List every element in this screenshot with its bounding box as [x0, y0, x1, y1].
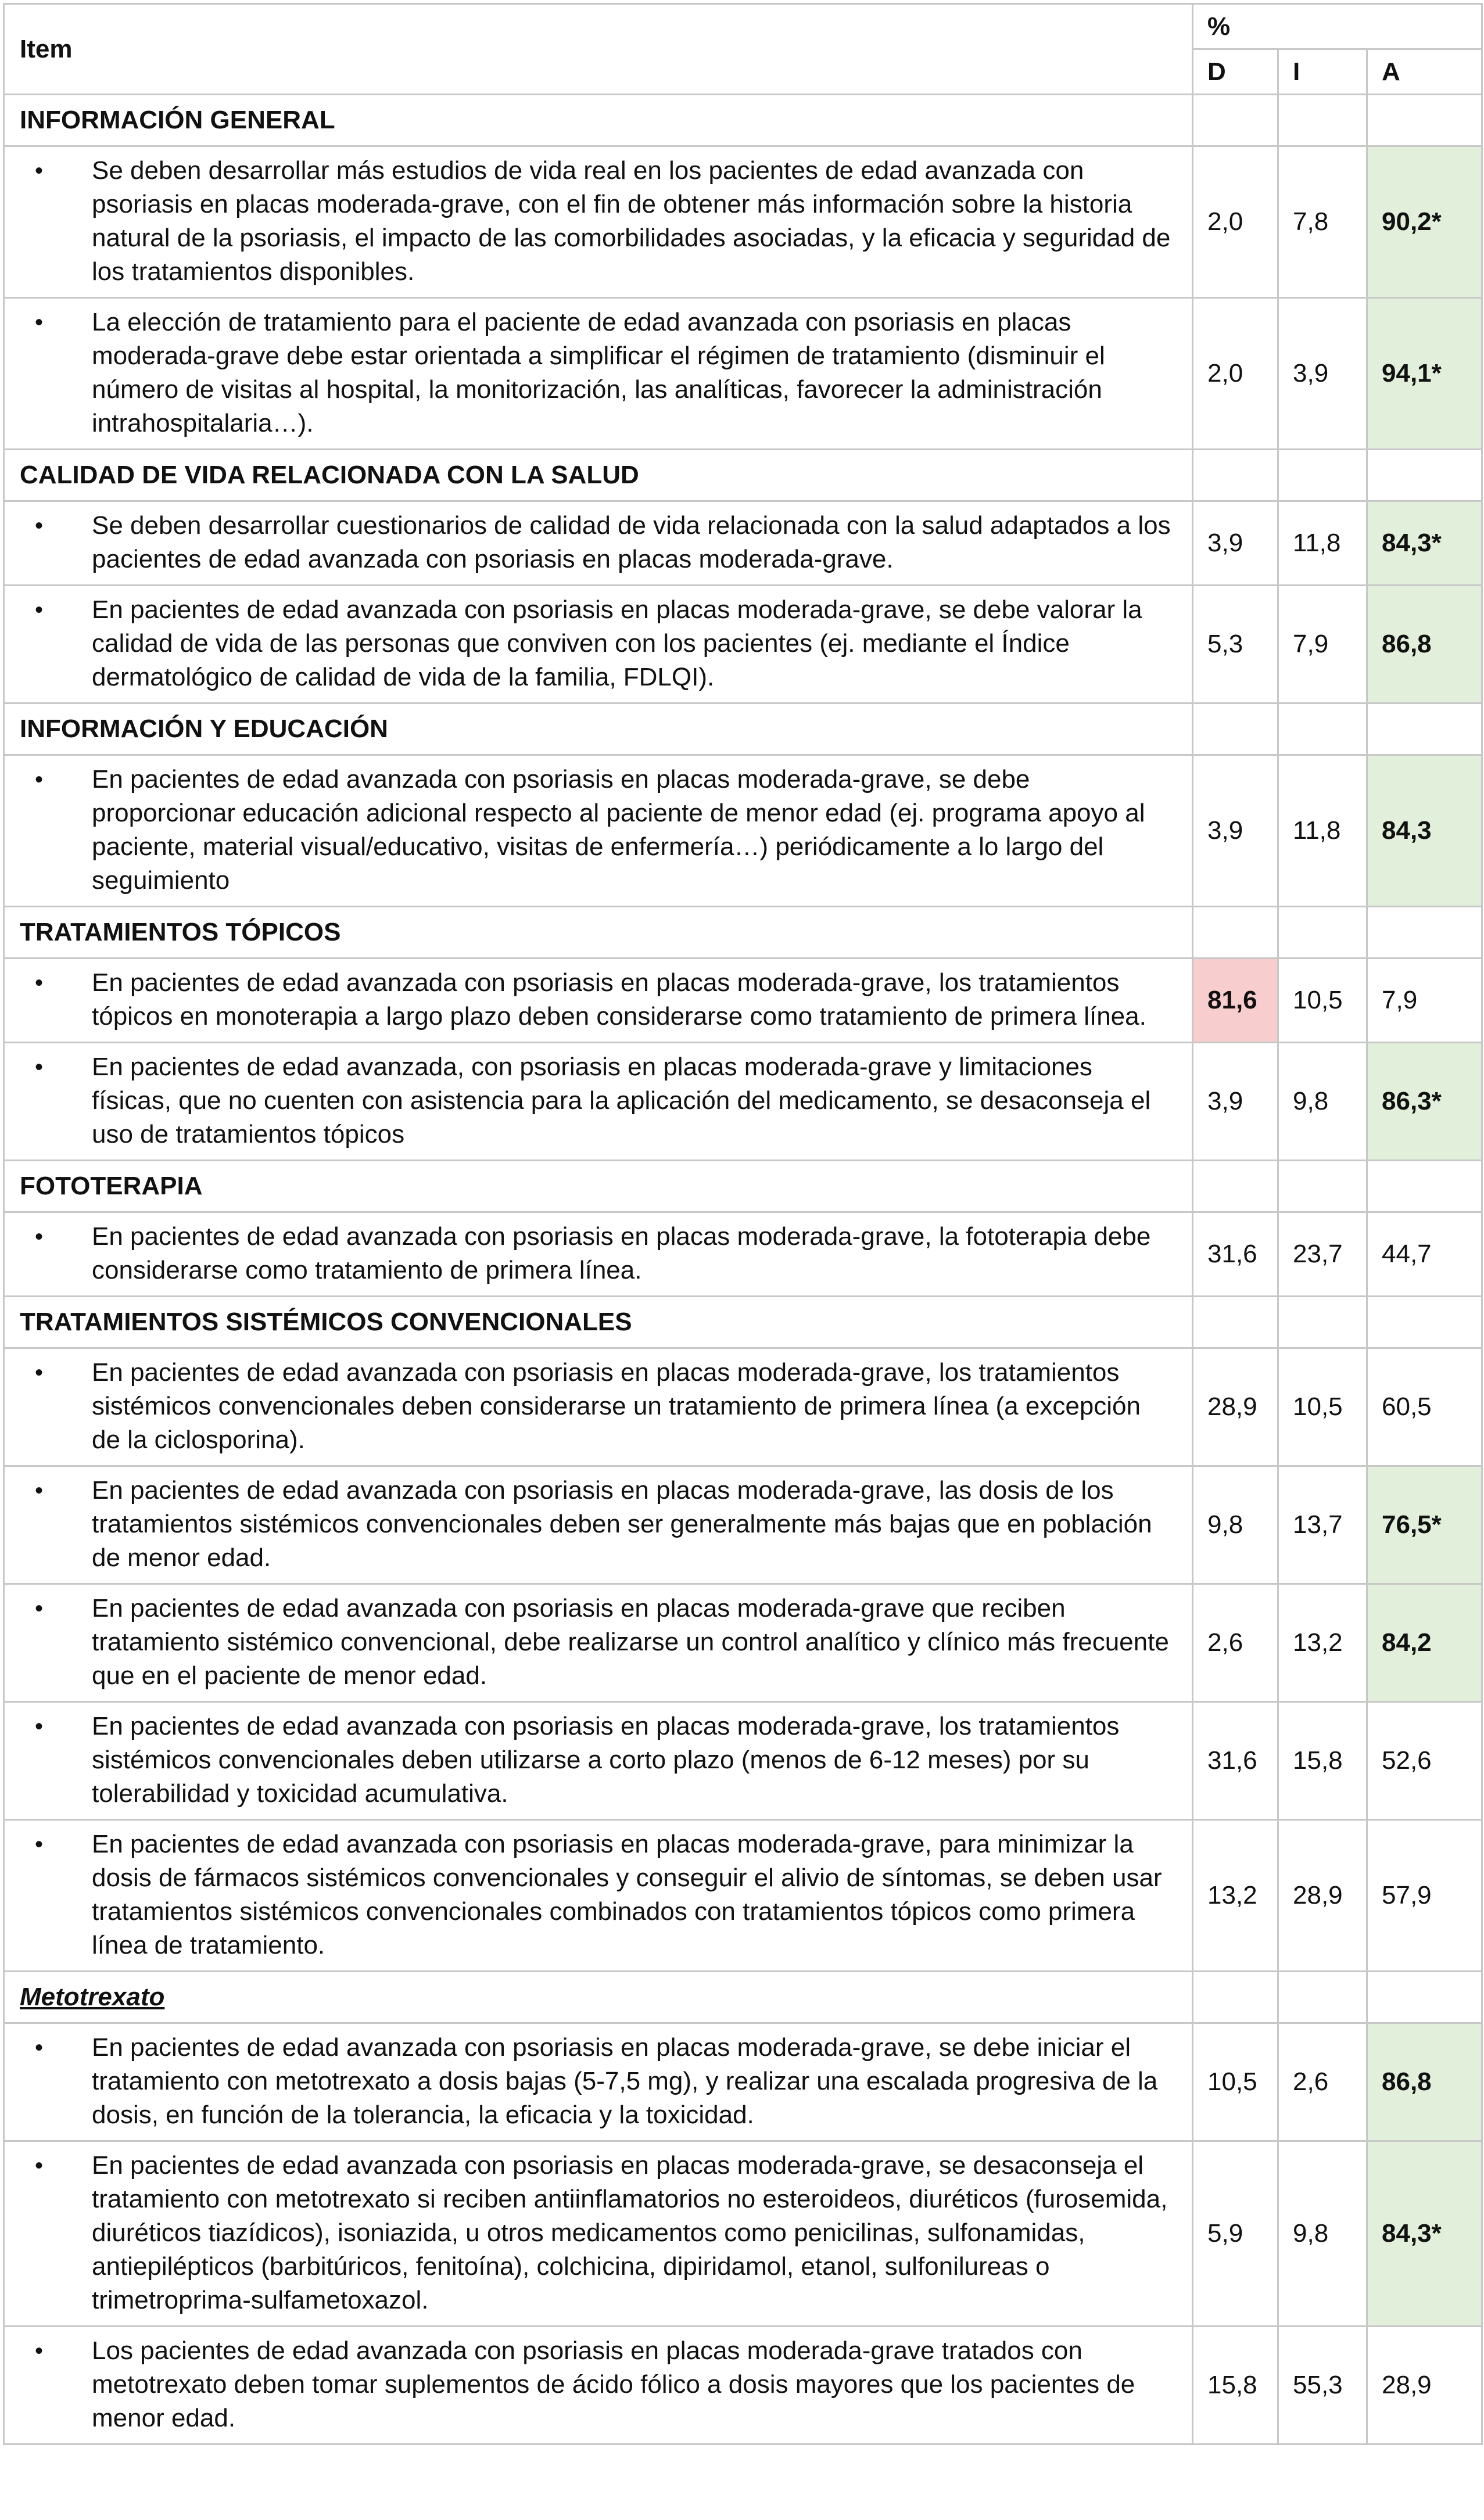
empty-cell [1193, 1297, 1278, 1348]
table-row [4, 1820, 1482, 1972]
item-text: En pacientes de edad avanzada con psoriasis en placas moderada-grave, las dosis de los tratamientos sistémicos convencionales deben ser generalmente más bajas que en población de menor edad. [92, 1476, 1152, 1572]
item-text: La elección de tratamiento para el paciente de edad avanzada con psoriasis en placas moderada-grave debe estar orientada a simplificar el régimen de tratamiento (disminuir el número de visitas al hospital, la monitorización, las analíticas, favorecer la administración intrahospitalaria…). [92, 308, 1105, 437]
item-cell [4, 755, 1193, 907]
bullet-icon: • [35, 1832, 44, 1857]
table-row [4, 1584, 1482, 1702]
item-text: Los pacientes de edad avanzada con psoriasis en placas moderada-grave tratados con metotrexato deben tomar suplementos de ácido fólico a dosis mayores que los pacientes de menor edad. [92, 2336, 1135, 2432]
value-d-cell: 9,8 [1193, 1466, 1278, 1584]
value-i-cell: 11,8 [1278, 755, 1367, 907]
value-d-cell: 31,6 [1193, 1702, 1278, 1820]
table-row [4, 755, 1482, 907]
table-row [4, 586, 1482, 703]
value-a-cell: 57,9 [1367, 1820, 1482, 1972]
table-row [4, 501, 1482, 586]
table-body [4, 95, 1482, 2444]
empty-cell [1278, 95, 1367, 146]
item-text: En pacientes de edad avanzada con psoriasis en placas moderada-grave, se desaconseja el tratamiento con metotrexato si reciben antiinflamatorios no esteroideos, diuréticos (furosemida, diuréticos tiazídicos), isoniazida, u otros medicamentos como penicilinas, sulfonamidas, antiepilépticos (barbitúricos, fenitoína), colchicina, dipiridamol, etanol, sulfonilureas o trimetroprima-sulfametoxazol. [92, 2151, 1168, 2314]
percent-header: % [1193, 4, 1482, 49]
value-a-cell: 28,9 [1367, 2327, 1482, 2444]
empty-cell [1367, 1972, 1482, 2023]
bullet-icon: • [35, 1596, 44, 1621]
table-row [4, 1348, 1482, 1466]
value-a-cell: 84,3* [1367, 501, 1482, 586]
value-d-cell: 5,9 [1193, 2141, 1278, 2327]
section-row [4, 703, 1482, 755]
value-a-cell: 84,3* [1367, 2141, 1482, 2327]
value-d-cell: 3,9 [1193, 755, 1278, 907]
empty-cell [1278, 450, 1367, 501]
empty-cell [1367, 95, 1482, 146]
item-text: En pacientes de edad avanzada con psoriasis en placas moderada-grave, para minimizar la dosis de fármacos sistémicos convencionales y conseguir el alivio de síntomas, se deben usar tratamientos sistémicos convencionales combinados con tratamientos tópicos como primera línea de tratamiento. [92, 1830, 1162, 1959]
empty-cell [1278, 703, 1367, 755]
bullet-icon: • [35, 2338, 44, 2364]
empty-cell [1367, 907, 1482, 959]
section-row [4, 1297, 1482, 1348]
item-text: En pacientes de edad avanzada con psoriasis en placas moderada-grave, se debe valorar la calidad de vida de las personas que conviven con los pacientes (ej. mediante el Índice dermatológico de calidad de vida de la familia, FDLQI). [92, 595, 1142, 691]
empty-cell [1193, 907, 1278, 959]
section-title: TRATAMIENTOS SISTÉMICOS CONVENCIONALES [4, 1297, 1193, 1348]
section-title: FOTOTERAPIA [4, 1161, 1193, 1212]
empty-cell [1278, 1297, 1367, 1348]
d-column-header: D [1193, 49, 1278, 95]
table-row [4, 2327, 1482, 2444]
value-i-cell: 7,8 [1278, 146, 1367, 298]
item-cell [4, 2023, 1193, 2141]
section-row [4, 450, 1482, 501]
item-cell [4, 1043, 1193, 1161]
item-text: En pacientes de edad avanzada con psoriasis en placas moderada-grave, se debe iniciar el tratamiento con metotrexato a dosis bajas (5-7,5 mg), y realizar una escalada progresiva de la dosis, en función de la tolerancia, la eficacia y la toxicidad. [92, 2033, 1158, 2129]
table-row [4, 1466, 1482, 1584]
value-a-cell: 84,2 [1367, 1584, 1482, 1702]
value-a-cell: 44,7 [1367, 1212, 1482, 1297]
item-cell [4, 1584, 1193, 1702]
value-a-cell: 84,3 [1367, 755, 1482, 907]
item-cell [4, 959, 1193, 1043]
i-column-header: I [1278, 49, 1367, 95]
value-a-cell: 60,5 [1367, 1348, 1482, 1466]
value-a-cell: 86,8 [1367, 2023, 1482, 2141]
bullet-icon: • [35, 1714, 44, 1739]
empty-cell [1367, 703, 1482, 755]
bullet-icon: • [35, 1224, 44, 1250]
bullet-icon: • [35, 2153, 44, 2178]
empty-cell [1367, 450, 1482, 501]
table-row [4, 1702, 1482, 1820]
item-cell [4, 1702, 1193, 1820]
value-d-cell: 10,5 [1193, 2023, 1278, 2141]
item-text: En pacientes de edad avanzada con psoriasis en placas moderada-grave, se debe proporcionar educación adicional respecto al paciente de menor edad (ej. programa apoyo al paciente, material visual/educativo, visitas de enfermería…) periódicamente a lo largo del seguimiento [92, 765, 1145, 895]
section-row [4, 95, 1482, 146]
value-d-cell: 2,0 [1193, 146, 1278, 298]
value-a-cell: 7,9 [1367, 959, 1482, 1043]
value-i-cell: 2,6 [1278, 2023, 1367, 2141]
value-i-cell: 10,5 [1278, 959, 1367, 1043]
item-cell [4, 1820, 1193, 1972]
value-d-cell: 5,3 [1193, 586, 1278, 703]
item-text: En pacientes de edad avanzada con psoriasis en placas moderada-grave que reciben tratamiento sistémico convencional, debe realizarse un control analítico y clínico más frecuente que en el paciente de menor edad. [92, 1594, 1169, 1690]
bullet-icon: • [35, 1360, 44, 1385]
value-a-cell: 86,8 [1367, 586, 1482, 703]
empty-cell [1278, 1972, 1367, 2023]
item-column-header: Item [4, 4, 1193, 95]
bullet-icon: • [35, 1054, 44, 1080]
section-row [4, 907, 1482, 959]
empty-cell [1193, 1161, 1278, 1212]
value-i-cell: 10,5 [1278, 1348, 1367, 1466]
bullet-icon: • [35, 1478, 44, 1503]
item-cell [4, 501, 1193, 586]
value-a-cell: 76,5* [1367, 1466, 1482, 1584]
item-cell [4, 1348, 1193, 1466]
value-d-cell: 81,6 [1193, 959, 1278, 1043]
bullet-icon: • [35, 597, 44, 623]
item-text: Se deben desarrollar cuestionarios de calidad de vida relacionada con la salud adaptados a los pacientes de edad avanzada con psoriasis en placas moderada-grave. [92, 511, 1171, 573]
value-i-cell: 11,8 [1278, 501, 1367, 586]
item-text: En pacientes de edad avanzada con psoriasis en placas moderada-grave, la fototerapia debe considerarse como tratamiento de primera línea. [92, 1222, 1151, 1284]
value-i-cell: 55,3 [1278, 2327, 1367, 2444]
bullet-icon: • [35, 2035, 44, 2060]
value-a-cell: 86,3* [1367, 1043, 1482, 1161]
item-cell [4, 1466, 1193, 1584]
section-title: CALIDAD DE VIDA RELACIONADA CON LA SALUD [4, 450, 1193, 501]
value-i-cell: 3,9 [1278, 298, 1367, 450]
section-title: TRATAMIENTOS TÓPICOS [4, 907, 1193, 959]
table-row [4, 959, 1482, 1043]
item-cell [4, 586, 1193, 703]
a-column-header: A [1367, 49, 1482, 95]
empty-cell [1193, 95, 1278, 146]
value-d-cell: 28,9 [1193, 1348, 1278, 1466]
table-row [4, 298, 1482, 450]
value-d-cell: 3,9 [1193, 1043, 1278, 1161]
value-d-cell: 2,6 [1193, 1584, 1278, 1702]
bullet-icon: • [35, 767, 44, 792]
empty-cell [1367, 1161, 1482, 1212]
value-i-cell: 13,7 [1278, 1466, 1367, 1584]
value-d-cell: 3,9 [1193, 501, 1278, 586]
subsection-title: Metotrexato [4, 1972, 1193, 2023]
empty-cell [1367, 1297, 1482, 1348]
table-row [4, 1212, 1482, 1297]
empty-cell [1278, 907, 1367, 959]
section-row [4, 1972, 1482, 2023]
empty-cell [1193, 703, 1278, 755]
value-i-cell: 7,9 [1278, 586, 1367, 703]
item-text: En pacientes de edad avanzada con psoriasis en placas moderada-grave, los tratamientos tópicos en monoterapia a largo plazo deben considerarse como tratamiento de primera línea. [92, 968, 1146, 1031]
value-i-cell: 9,8 [1278, 1043, 1367, 1161]
section-row [4, 1161, 1482, 1212]
value-i-cell: 23,7 [1278, 1212, 1367, 1297]
table-row [4, 146, 1482, 298]
consensus-table [3, 3, 1483, 2445]
item-cell [4, 2141, 1193, 2327]
bullet-icon: • [35, 310, 44, 335]
table-row [4, 1043, 1482, 1161]
item-text: En pacientes de edad avanzada con psoriasis en placas moderada-grave, los tratamientos sistémicos convencionales deben considerarse un tratamiento de primera línea (a excepción de la ciclosporina). [92, 1358, 1141, 1454]
value-i-cell: 28,9 [1278, 1820, 1367, 1972]
value-i-cell: 13,2 [1278, 1584, 1367, 1702]
item-cell [4, 146, 1193, 298]
section-title: INFORMACIÓN Y EDUCACIÓN [4, 703, 1193, 755]
value-a-cell: 52,6 [1367, 1702, 1482, 1820]
bullet-icon: • [35, 513, 44, 539]
value-a-cell: 90,2* [1367, 146, 1482, 298]
item-cell [4, 1212, 1193, 1297]
empty-cell [1193, 450, 1278, 501]
item-cell [4, 2327, 1193, 2444]
value-d-cell: 15,8 [1193, 2327, 1278, 2444]
value-d-cell: 31,6 [1193, 1212, 1278, 1297]
item-text: Se deben desarrollar más estudios de vida real en los pacientes de edad avanzada con psoriasis en placas moderada-grave, con el fin de obtener más información sobre la historia natural de la psoriasis, el impacto de las comorbilidades asociadas, y la eficacia y seguridad de los tratamientos disponibles. [92, 156, 1171, 286]
value-d-cell: 13,2 [1193, 1820, 1278, 1972]
value-i-cell: 15,8 [1278, 1702, 1367, 1820]
empty-cell [1278, 1161, 1367, 1212]
item-text: En pacientes de edad avanzada, con psoriasis en placas moderada-grave y limitaciones físicas, que no cuenten con asistencia para la aplicación del medicamento, se desaconseja el uso de tratamientos tópicos [92, 1053, 1151, 1148]
bullet-icon: • [35, 158, 44, 184]
value-i-cell: 9,8 [1278, 2141, 1367, 2327]
section-title: INFORMACIÓN GENERAL [4, 95, 1193, 146]
table-row [4, 2023, 1482, 2141]
empty-cell [1193, 1972, 1278, 2023]
bullet-icon: • [35, 970, 44, 996]
value-d-cell: 2,0 [1193, 298, 1278, 450]
item-cell [4, 298, 1193, 450]
table-row [4, 2141, 1482, 2327]
item-text: En pacientes de edad avanzada con psoriasis en placas moderada-grave, los tratamientos sistémicos convencionales deben utilizarse a corto plazo (menos de 6-12 meses) por su tolerabilidad y toxicidad acumulativa. [92, 1712, 1120, 1808]
value-a-cell: 94,1* [1367, 298, 1482, 450]
